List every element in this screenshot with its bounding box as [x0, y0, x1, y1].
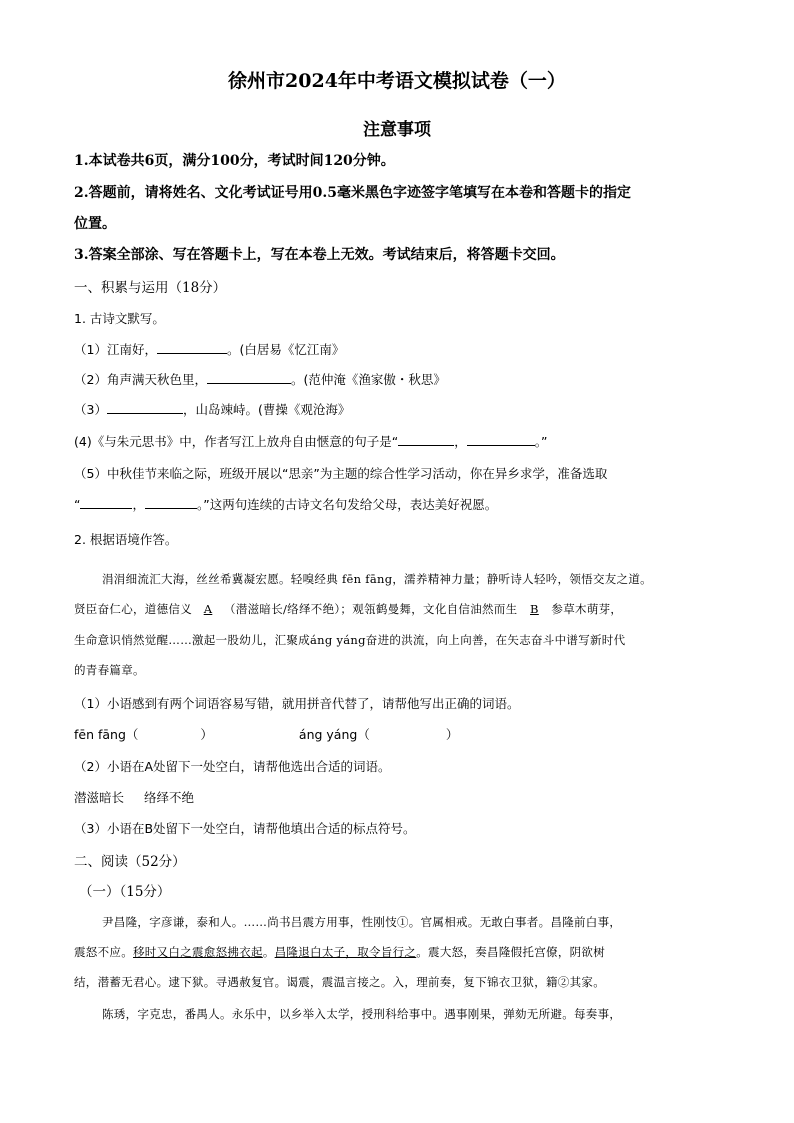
note-2-line2: 位置。 — [74, 216, 116, 232]
q1-heading: 1. 古诗文默写。 — [74, 311, 165, 326]
pinyin-2-close: ） — [445, 727, 459, 742]
q1-item-3 — [74, 400, 350, 418]
section-2-heading: 二、阅读（52分） — [74, 854, 186, 870]
pinyin-2-label: áng yáng（ — [298, 727, 370, 742]
answer-blank[interactable] — [467, 433, 535, 446]
reading-line2 — [74, 944, 605, 960]
page-title: 徐州市2024年中考语文模拟试卷（一） — [228, 70, 566, 92]
q2-passage-line3: 生命意识悄然觉醒……激起一股幼儿，汇聚成áng yáng奋进的洪流，向上向善，在矢志奋斗中谱写新时代 — [74, 633, 626, 647]
q1-item-2-text: （2）角声满天秋色里， — [74, 372, 207, 387]
q1-item-5-rest: 。”这两句连续的古诗文名句发给父母，表达美好祝愿。 — [197, 497, 498, 512]
q1-item-4-comma: ， — [454, 434, 467, 449]
answer-blank[interactable] — [107, 401, 183, 414]
section-1-heading: 一、积累与运用（18分） — [74, 280, 227, 296]
underlined-sentence-1: 移时又白之震愈怒拂衣起 — [133, 945, 263, 959]
q1-item-2 — [74, 370, 446, 388]
reading-text: 。震大怒，奏昌隆假托宫僚，阴欲树 — [416, 945, 606, 959]
q2-passage-text: 参草木萌芽， — [551, 602, 623, 616]
q2-pinyin-row — [74, 725, 458, 743]
blank-b[interactable]: B — [530, 602, 539, 616]
reading-text: 。 — [262, 945, 275, 959]
q1-item-5-open: “ — [74, 497, 81, 512]
reading-line4: 陈琇，字克忠，番禺人。永乐中，以乡举入太学，授刑科给事中。遇事刚果，弹劾无所避。每奏事， — [102, 1007, 622, 1021]
part-1-heading: （一）（15分） — [79, 884, 171, 900]
answer-blank[interactable] — [80, 496, 132, 509]
q1-item-2-source: 。(范仲淹《渔家傲・秋思》 — [290, 372, 446, 387]
note-1: 1.本试卷共6页，满分100分，考试时间120分钟。 — [74, 153, 395, 169]
q2-passage-text: 贤臣奋仁心，道德信义 — [74, 602, 192, 616]
q1-item-1 — [74, 340, 344, 358]
option-1[interactable]: 潜滋暗长 — [74, 790, 125, 805]
q1-item-4-end: 。” — [534, 434, 548, 449]
q1-item-1-text: （1）江南好， — [74, 342, 157, 357]
q1-item-3-source: ，山岛竦峙。(曹操《观沧海》 — [182, 402, 351, 417]
answer-blank[interactable] — [145, 496, 197, 509]
pinyin-1-label: fēn fāng（ — [74, 727, 139, 742]
reading-text: 震怒不应。 — [74, 945, 133, 959]
q2-passage-line1: 涓涓细流汇大海，丝丝希冀凝宏愿。轻嗅经典 fēn fāng，濡养精神力量；静听诗人轻吟，领悟交友之道。 — [102, 572, 652, 586]
reading-line3: 结，潜蓄无君心。逮下狱。寻遇赦复官。谒震，震温言接之。入，理前奏，复下锦衣卫狱，籍②其家。 — [74, 975, 605, 989]
notes-heading: 注意事项 — [363, 120, 431, 140]
note-3: 3.答案全部涂、写在答题卡上，写在本卷上无效。考试结束后，将答题卡交回。 — [74, 247, 565, 263]
q1-item-4-text: (4)《与朱元思书》中，作者写江上放舟自由惬意的句子是“ — [74, 434, 399, 449]
q2-options — [74, 788, 194, 806]
answer-blank[interactable] — [157, 341, 227, 354]
q1-item-5-line1: （5）中秋佳节来临之际，班级开展以“思亲”为主题的综合性学习活动，你在异乡求学，准备选取 — [74, 466, 608, 481]
underlined-sentence-2: 昌隆退白太子，取令旨行之 — [274, 945, 417, 959]
blank-a[interactable]: A — [203, 602, 213, 616]
q1-item-5-line2 — [74, 495, 497, 513]
q2-passage-line4: 的青春篇章。 — [74, 663, 145, 677]
note-2-line1: 2.答题前，请将姓名、文化考试证号用0.5毫米黑色字迹签字笔填写在本卷和答题卡的指定 — [74, 185, 631, 201]
q2-sub-2: （2）小语在A处留下一处空白，请帮他选出合适的词语。 — [74, 759, 391, 774]
q1-item-5-comma: ， — [132, 497, 145, 512]
reading-line1: 尹昌隆，字彦谦，泰和人。……尚书吕震方用事，性刚忮①。官属相戒。无敢白事者。昌隆前白事， — [102, 915, 622, 929]
answer-blank[interactable] — [398, 433, 454, 446]
q2-sub-1: （1）小语感到有两个词语容易写错，就用拼音代替了，请帮他写出正确的词语。 — [74, 696, 520, 711]
pinyin-1-close: ） — [200, 727, 213, 742]
q2-sub-3: （3）小语在B处留下一处空白，请帮他填出合适的标点符号。 — [74, 821, 416, 836]
q2-heading: 2. 根据语境作答。 — [74, 532, 178, 547]
q2-passage-text: （潜滋暗长/络绎不绝）；观瓴鹤曼舞，文化自信油然而生 — [224, 602, 518, 616]
answer-blank[interactable] — [207, 371, 291, 384]
option-2[interactable]: 络绎不绝 — [144, 790, 195, 805]
q1-item-4 — [74, 432, 547, 450]
q1-item-1-source: 。(白居易《忆江南》 — [226, 342, 345, 357]
q2-passage-line2 — [74, 601, 622, 617]
q1-item-3-text: （3） — [74, 402, 107, 417]
